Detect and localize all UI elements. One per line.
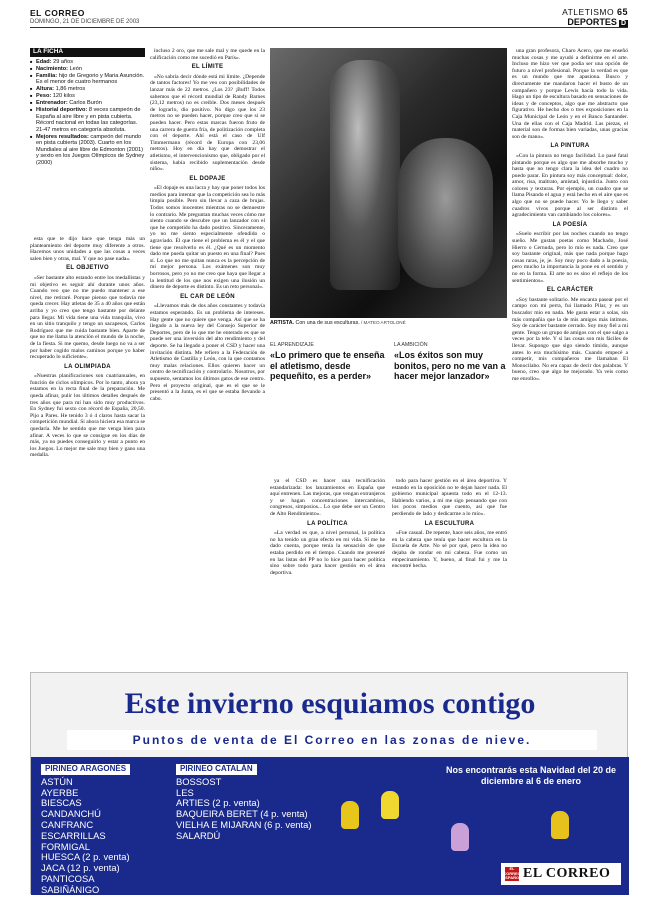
subhead-dopaje: EL DOPAJE [189, 175, 226, 182]
pull-quote-text: «Los éxitos son muy bonitos, pero no me van a hacer mejor lanzador» [394, 350, 506, 381]
ad-list-item: SABIÑÁNIGO [41, 883, 100, 895]
subhead-caracter: EL CARÁCTER [546, 287, 594, 294]
fact-value: León [68, 65, 83, 72]
fact-value: 29 años [51, 58, 74, 65]
ad-list-item: CANFRANC [41, 818, 94, 830]
caption-lead: ARTISTA. [270, 320, 295, 326]
fact-item [30, 66, 145, 73]
fact-item [30, 73, 145, 86]
photo-caption [270, 320, 507, 326]
header-left [30, 8, 139, 25]
photo-credit: / MATEO ARTOLONÉ [359, 320, 406, 325]
body-paragraph: «La verdad es que, a nivel personal, la política no ha tenido un gran efecto en mi vida. Sí me he dado cuenta, porque tenía la sensación de que estaba perdido en el tiempo. Cuando me presenté en las listas del PP no lo hice para hacer política sino sobre todo para hacer gestión en el área deportiva. [270, 530, 385, 576]
ad-list-item: SALLENT DE GÁLLEGO [41, 894, 146, 906]
issue-date: DOMINGO, 21 DE DICIEMBRE DE 2003 [30, 19, 140, 25]
subhead-limite: EL LÍMITE [191, 64, 224, 71]
body-paragraph: «Fue casual. De repente, hace seis años, me entró en la cabeza que tenía que hacer escultura en la Escuela de Arte. No sé por qué, pero la idea no dejaba de rondar en mi cabeza. Fue como un empecinamiento. Y, bueno, al final fui y me la encontré hecha. [392, 530, 507, 570]
ad-list-item: LES [176, 786, 194, 798]
ad-dates: Nos encontrarás esta Navidad del 20 de diciembre al 6 de enero [445, 765, 617, 786]
section-badge: D [620, 20, 626, 27]
ad-list-aragones [41, 763, 181, 906]
advertisement [30, 672, 628, 906]
ad-subtitle: Puntos de venta de El Correo en las zonas de nieve. [67, 730, 597, 750]
body-paragraph: «Soy bastante solitario. Me encanta pasear por el campo con mi perra, fui llamado Pilar, y es un buscador mío en nada. Me gusta estar a solas, sin más compañía que la de mis amigos más íntimos. Soy de carácter bastante cerrado. Soy muy fiel a mi gente. Tengo un grupo de amigos con el que salgo a veces por la tele. Y si las cosas son mis fáciles de llevar. Supongo que sigo siendo tímido, aunque antes lo era muchísimo más. Cuando empecé a competir, mis compañeros me llamaban El Monocilabo. No era capaz de decir dos palabras. Y bueno, creo que algo he mejorado. Ya veis como me enrollo». [512, 296, 628, 382]
ad-list-item: VIELHA E MIJARAN (6 p. venta) [176, 818, 312, 830]
fact-item [30, 86, 145, 93]
section-deportes [562, 17, 628, 27]
pull-quote [270, 342, 386, 382]
ad-list-item: BIESCAS [41, 797, 82, 809]
subhead-escultura: LA ESCULTURA [424, 520, 475, 527]
ad-list-item: PANTICOSA [41, 872, 95, 884]
pull-quote-label: LA AMBICIÓN [394, 342, 428, 348]
body-paragraph: «Nuestras planificaciones son cuatrianuales, en función de ciclos olímpicos. Por lo tanto, ahora ya estamos en la recta final de la preparación. Me queda afinar, pulir los últimos detalles después de tres años que para mí han sido muy productivos. En Sydney fui sexto con récord de España, 20,50. Pijo a Pares. He tenido 3 ó 4 claros hasta sacar la competición mundial. Si ahora hiciera esa marca se quedaría. Me he sentido que me venga bien para afinar. A veces lo que se consigue en los días de más, ya no puedes conseguirlo y estar a punto en los Juegos. Lo mejor me sale muy bien y gano una medalla. [30, 373, 145, 459]
subhead-politica: LA POLÍTICA [307, 520, 348, 527]
ad-list-item: SALARDÚ [176, 829, 221, 841]
section-label [562, 7, 628, 17]
fact-label: Altura: [36, 86, 55, 92]
ad-list-item: AYERBE [41, 786, 79, 798]
fact-item [30, 134, 145, 167]
section-name: ATLETISMO [562, 7, 615, 17]
ad-list-item: BAQUEIRA BERET (4 p. venta) [176, 808, 308, 820]
fact-value: campeón del mundo en pista cubierta (2003). Cuarto en los Mundiales al aire libre de Edmonton (2001) y sexto en los Juegos Olímpicos de Sydney (2000) [36, 133, 145, 166]
ad-list-item: HUESCA (2 p. venta) [41, 851, 130, 863]
fact-label: Entrenador: [36, 100, 68, 106]
column-1 [30, 236, 145, 664]
header-right [562, 7, 628, 27]
subhead-pintura: LA PINTURA [550, 143, 590, 150]
fact-item [30, 59, 145, 66]
sculpture-image [330, 60, 400, 290]
fact-label: Edad: [36, 58, 52, 65]
column-2 [150, 48, 265, 664]
page-header [30, 6, 628, 28]
fact-value: 120 kilos [51, 93, 75, 99]
column-3 [270, 478, 385, 664]
fact-label: Mejores resultados: [36, 133, 89, 140]
body-paragraph: «El dopaje es una lacra y hay que poner todos los medios para intentar que la competición sea lo más limpia posible. Pero sin llevar a caza de brujas. Todos somos inocentes mientras no se demuestre lo contrario. Me preguntan muchas veces cómo me siento cuando se descubre que un lanzador con el que he competido ha dado positivo. Sinceramente, yo no me siento especialmente ofendido o agraviado. Él que tiene el problema es él y el que tiene que resolverlo es él. ¿Qué es un momento dado me pueda quitar un puesto en una final? Pues sí. Lo que no me quitan nunca es la percepción de mí mejor persona. Los exámenes son muy borrosos, pero yo no me creo que haya que llegar a la lentitud de los que nos exigen una ilusión un dinero de deporte es distinto. Es un reto personal». [150, 185, 265, 291]
body-paragraph: «Con la pintura no tengo facilidad. Lo pasé fatal pintando porque es algo que me absorbe mucho y hasta que no tengo clara la idea del cuadro no puedo parar. En pintura soy más conceptual: dolor, amor, risa, maltrato, amistad, injusticia. Junto con colores y texturas. Por ejemplo, un cuadro que se llama Pisando el agua y está hecho en el aire que es algo que no se puede hacer. Yo le llego y saber cuadros vivos porque al ser distinto el agradecimiento van cambiando los colores». [512, 152, 628, 219]
caption-text: Con una de sus esculturas. [294, 320, 360, 326]
fact-box-title: LA FICHA [30, 48, 145, 57]
ad-region-heading: PIRINEO CATALÁN [176, 764, 257, 775]
page-number: 65 [616, 7, 628, 17]
ad-title: Este invierno esquiamos contigo [124, 687, 536, 720]
section-deportes-label: DEPORTES [567, 17, 617, 27]
fact-item [30, 107, 145, 133]
skier-image [381, 791, 399, 819]
body-paragraph: ya el CSD es hacer una tecnificación estandarizada: los lanzamientos en España que aquí entrenen. Las mejoras, que vengan extranjeros y se hagan concentraciones intercambios, congresos, simposios... Lo que debe ser un Centro de Alto Rendimiento». [270, 478, 385, 517]
body-paragraph: todo para hacer gestión en el área deportiva. Y estando en la oposición no te dejan hacer nada. El gobierno municipal apuesta todo en el 12-13. Habiendo varios, a mí me sigo pensando que con los pocos medios que cuento, así que fue perdiendo de lado y dedicarme a lo mío». [392, 478, 507, 517]
fact-value: 8 veces campeón de España al aire libre y en pista cubierta. Récord nacional en todas las categorías. 21-47 metros en categoría absoluta. [36, 107, 141, 133]
skier-image [341, 801, 359, 829]
logo-text: EL CORREO [523, 866, 611, 881]
ad-region-heading: PIRINEO ARAGONÉS [41, 764, 130, 775]
subhead-olimpiada: LA OLIMPIADA [64, 363, 111, 370]
body-paragraph: «No sabría decir dónde está mi límite. ¿Depende de tantos factores! Yo me veo con posibilidades de lanzar más de 22 metros. ¿Los 23? ¡Buff! Todos sabemos que el récord mundial de Randy Barnes (23,12 metros) no es creíble. Dos meses después de lograrlo, dio positivo. No digo que los 23 metros no se pueden hacer, porque creo que sí se pueden hacer. Pero estas marcas fueron fruto de una carrera de guerra fría, de politización completa con el deporte. Ahí está el caso de Ulf Timmermann (récord de Europa con 23,06 metros). Hoy en día hay que demostrar el atletismo, el intervencionismo que, obligado por el sistema, había recibido suplementación desde niño». [150, 73, 265, 173]
ad-list-item: ASTÚN [41, 775, 73, 787]
ad-list-item: ARTIES (2 p. venta) [176, 797, 260, 809]
pull-quote [394, 342, 510, 382]
skier-image [451, 823, 469, 851]
fact-item [30, 100, 145, 107]
pull-quotes [270, 342, 507, 466]
subhead-objetivo: EL OBJETIVO [66, 265, 109, 272]
body-paragraph: incluso 2 oro, que me sale mal y me quede en la calificación como me sucedió en París». [150, 48, 265, 61]
fact-label: Peso: [36, 93, 52, 99]
skier-image [551, 811, 569, 839]
fact-list [30, 59, 145, 167]
body-paragraph: esta que te dijo hace que tenga más un planteamiento del deporte muy diferente a otros. Hacemos unos unidades a que las cosas a veces salen bien y otras, mal. Y que no pase nada». [30, 236, 145, 262]
body-paragraph: «Llevamos más de dos años constantes y todavía estamos esperando. Es un problema de intereses. Hay gente que no quiere que venga. Así que se ha llegado a la nueva ley del Consejo Superior de Deportes, pero de lo que me he enterado es que se puede ser una inversión del alto rendimiento y del deporte. Se ha llegado a poner el CSD y hacer una invitación distinta. Me refiero a la Federación de Atletismo de Castilla y León, con la que contamos muy malas relaciones. Ellos quieren hacer un centro de tecnificación y controlarlo. Nosotros, por supuesto, sentamos los últimos gatos de ese centro. Pero el proyecto original, que es el que se le presentó a la Junta, es el que se estaba llevando a cabo. [150, 303, 265, 402]
ad-list-item: JACA (12 p. venta) [41, 862, 120, 874]
ad-list-item: ESCARRILLAS [41, 829, 106, 841]
athlete-face-image [398, 138, 493, 288]
fact-value: Carlos Burón [67, 100, 102, 106]
body-paragraph: «Ser bastante alto estando entre los medallistas y mi objetivo es seguir ahí durante unos años. Cuando veo que no me puedo mantener a ese nivel, me retiraré. Porque pienso que todavía me queda crecer. Hay atletas de 35 a 40 años que están arriba y yo creo que tengo bastante por delante para llegar. Mi vida tiene una vida tranquila, vivo en un sitio tranquilo y tengo un sacapesos, Carlos Rodríguez que me cuida bastante bien. Aparte de que no me llama la atención el mundo de la noche, de la fiesta. Si me quemo, desde luego no va a ser por haber cogido malos caminos porque yo haber recuperado lo suficiente». [30, 274, 145, 361]
column-5 [512, 48, 628, 664]
ad-list-catalan [176, 763, 336, 842]
fact-value: 1,86 metros [54, 86, 86, 92]
logo-mark: EL CORREO ESPAÑOL [502, 866, 522, 881]
subhead-car-leon: EL CAR DE LEÓN [180, 293, 235, 300]
ad-list-item: FORMIGAL [41, 840, 90, 852]
body-paragraph: «Suelo escribir por las noches cuando no tengo sueño. Me gustan poetas como Machado, José Hierro o Cernuda, pero lo mío es nada. Creo que soy bastante original, más que nada porque hago cosas raras, je, je. Soy muy poco dado a la poesía, pero mucho la importancia la pone en el sentido y no en la forma. El arte no es sino el reflejo de los sentimientos». [512, 231, 628, 284]
body-paragraph: una gran profesora, Charo Acero, que me enseñó muchas cosas y me ayudó a definirme en el arte. Incluso me hizo ver que podía ser una opción de futuro a nivel profesional. Porque la verdad es que es un mundo que me apasiona. Busco y directamente me mandaron hacer el busto de un compañero y porque Lewis hacía todo la vida. Hago un tipo de escultura basado en sensaciones de ideas y de conceptos, algo que me abstracto que figurativo. He hecho dos o tres exposiciones en la Caja Municipal de León y en el Banco Santander. Una de ellas con el Caja Madrid. Las piezas, el material son de formas bien variadas, unas gracias son de mano». [512, 48, 628, 140]
fact-value: hijo de Gregorio y Maria Asunción. Es el menor de cuatro hermanos [36, 72, 145, 85]
athlete-photo [270, 48, 507, 318]
fact-item [30, 93, 145, 100]
column-4 [392, 478, 507, 664]
el-correo-logo [501, 863, 621, 885]
masthead: EL CORREO [30, 8, 85, 18]
pull-quote-text: «Lo primero que te enseña el atletismo, desde pequeñito, es a perder» [270, 350, 385, 381]
pull-quote-label: EL APRENDIZAJE [270, 342, 314, 348]
fact-label: Historial deportivo: [36, 107, 88, 113]
fact-label: Nacimiento: [36, 65, 69, 72]
fact-box [30, 48, 145, 231]
fact-label: Familia: [36, 72, 58, 79]
subhead-poesia: LA POESÍA [552, 221, 588, 228]
ad-list-item: CANDANCHÚ [41, 808, 101, 820]
ad-list-item: BOSSOST [176, 775, 222, 787]
